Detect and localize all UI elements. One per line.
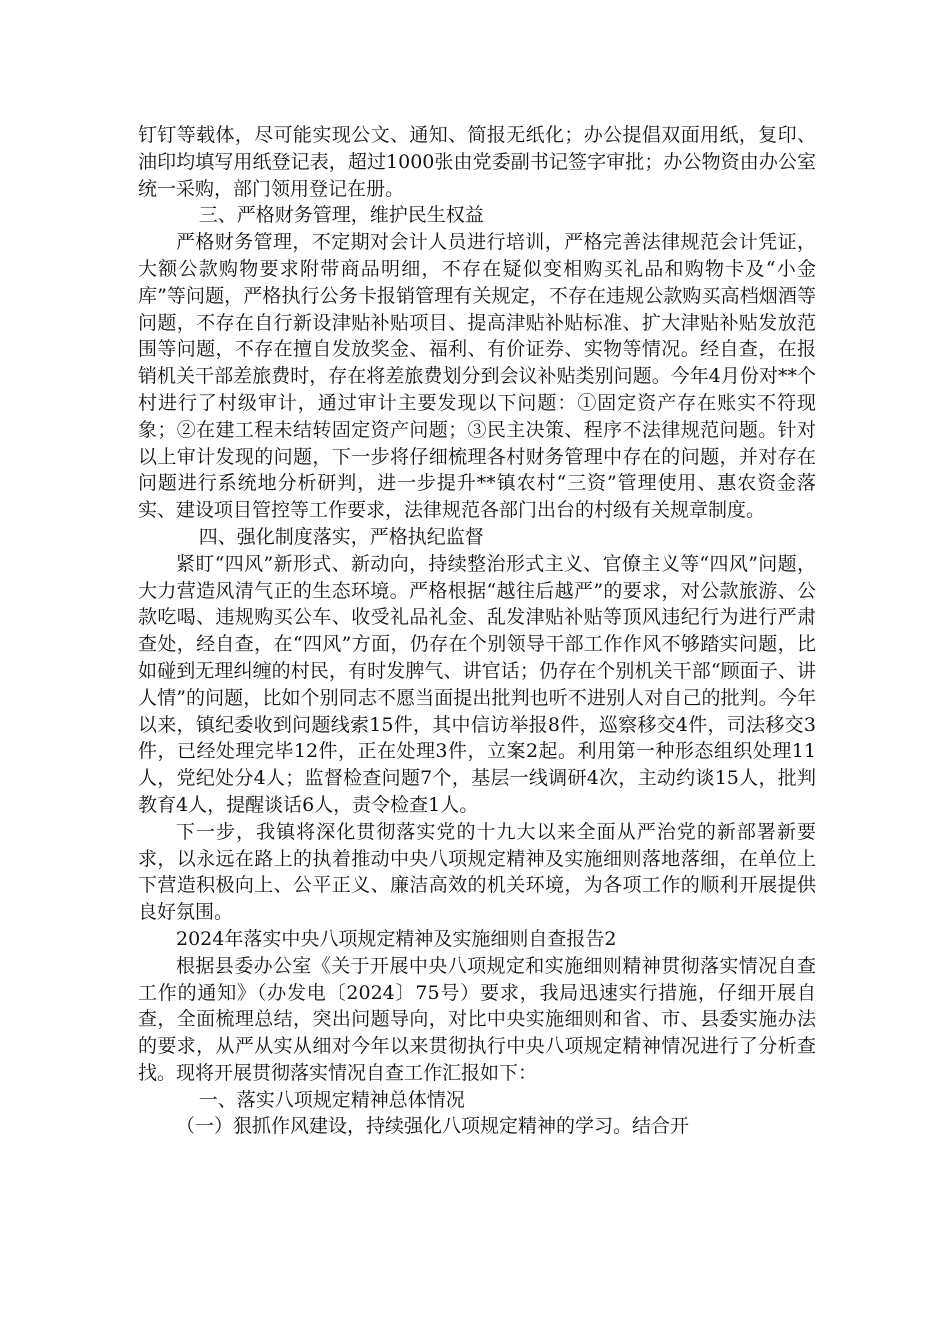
paragraph-finance-management: 严格财务管理，不定期对会计人员进行培训，严格完善法律规范会计凭证，大额公款购物要求附带商品明细，不存在疑似变相购买礼品和购物卡及“小金库”等问题，严格执行公务卡报销管理有关规定，不存在违规公款购买高档烟酒等问题，不存在自行新设津贴补贴项目、提高津贴补贴标准、扩大津贴补贴发放范围等问题，不存在擅自发放奖金、福利、有价证券、实物等情况。经自查，在报销机关干部差旅费时，存在将差旅费划分到会议补贴类别问题。今年4月份对**个村进行了村级审计，通过审计主要发现以下问题：①固定资产存在账实不符现象；②在建工程未结转固定资产问题；③民主决策、程序不法律规范问题。针对以上审计发现的问题，下一步将仔细梳理各村财务管理中存在的问题，并对存在问题进行系统地分析研判，进一步提升**镇农村“三资”管理使用、惠农资金落实、建设项目管控等工作要求，法律规范各部门出台的村级有关规章制度。 [138,231,816,522]
section-heading-finance: 三、严格财务管理，维护民生权益 [198,204,484,227]
paragraph-next-step: 下一步，我镇将深化贯彻落实党的十九大以来全面从严治党的新部署新要求，以永远在路上的执着推动中央八项规定精神及实施细则落地落细，在单位上下营造积极向上、公平正义、廉洁高效的机关环境，为各项工作的顺利开展提供良好氛围。 [138,820,816,924]
section-heading-overall: 一、落实八项规定精神总体情况 [198,1088,465,1111]
paragraph-report-intro: 根据县委办公室《关于开展中央八项规定和实施细则精神贯彻落实情况自查工作的通知》（办发电〔2024〕75号）要求，我局迅速实行措施，仔细开展自查，全面梳理总结，突出问题导向，对比中央实施细则和省、市、县委实施办法的要求，从严从实从细对今年以来贯彻执行中央八项规定精神情况进行了分析查找。现将开展贯彻落实情况自查工作汇报如下： [138,954,816,1084]
report-title-2: 2024年落实中央八项规定精神及实施细则自查报告2 [176,927,617,950]
paragraph-office-supplies: 钉钉等载体，尽可能实现公文、通知、简报无纸化；办公提倡双面用纸，复印、油印均填写用纸登记表，超过1000张由党委副书记签字审批；办公物资由办公室统一采购，部门领用登记在册。 [138,124,816,200]
paragraph-four-winds: 紧盯“四风”新形式、新动向，持续整治形式主义、官僚主义等“四风”问题，大力营造风清气正的生态环境。严格根据“越往后越严”的要求，对公款旅游、公款吃喝、违规购买公车、收受礼品礼金、乱发津贴补贴等顶风违纪行为进行严肃查处，经自查，在“四风”方面，仍存在个别领导干部工作作风不够踏实问题，比如碰到无理纠缠的村民，有时发脾气、讲官话；仍存在个别机关干部“顾面子、讲人情”的问题，比如个别同志不愿当面提出批判也听不进别人对自己的批判。今年以来，镇纪委收到问题线索15件，其中信访举报8件，巡察移交4件，司法移交3件，已经处理完毕12件，正在处理3件，立案2起。利用第一种形态组织处理11人，党纪处分4人；监督检查问题7个，基层一线调研4次，主动约谈15人，批判教育4人，提醒谈话6人，责令检查1人。 [138,552,816,816]
paragraph-work-style: （一）狠抓作风建设，持续强化八项规定精神的学习。结合开 [176,1115,690,1138]
section-heading-discipline: 四、强化制度落实，严格执纪监督 [198,525,484,548]
document-body [138,122,816,1140]
